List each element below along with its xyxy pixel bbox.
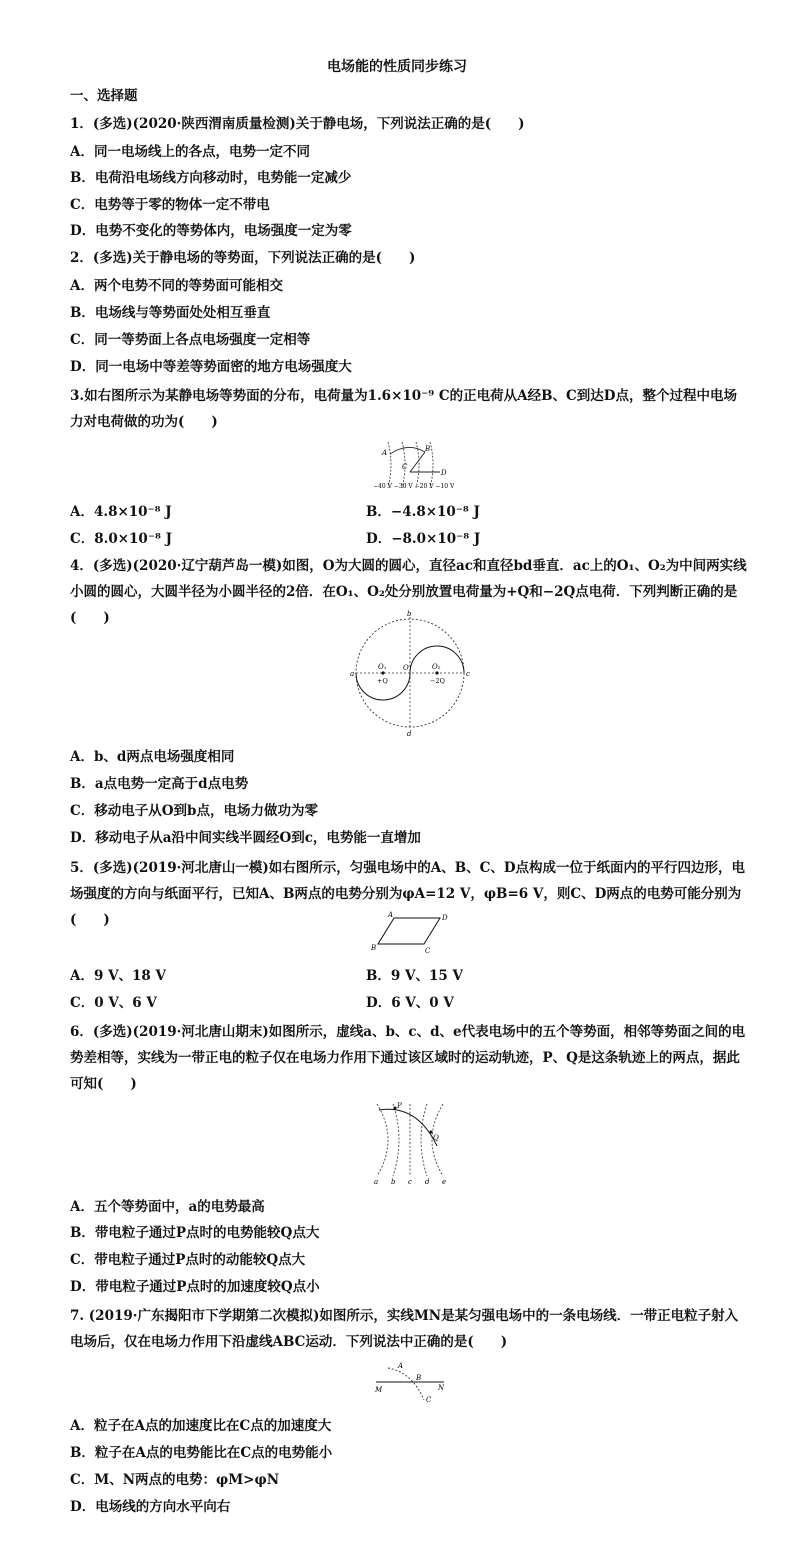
q4-label-a: a — [350, 670, 355, 678]
q3-stem: 3.如右图所示为某静电场等势面的分布，电荷量为1.6×10⁻⁹ C的正电荷从A经B、C到达D点，整个过程中电场力对电荷做的功为( ) — [70, 388, 737, 430]
q2-stem: 2．(多选)关于静电场的等势面，下列说法正确的是( ) — [70, 250, 416, 266]
q5-option-a: A．9 V、18 V — [70, 968, 167, 984]
q7-option-b: B．粒子在A点的电势能比在C点的电势能小 — [70, 1445, 333, 1461]
q4-label-o2: O₂ — [432, 663, 441, 671]
q4-option-b: B．a点电势一定高于d点电势 — [70, 776, 249, 792]
q7-label-c: C — [426, 1396, 432, 1404]
q4-label-o1: O₁ — [378, 663, 387, 671]
q6-option-c: C．带电粒子通过P点时的动能较Q点大 — [70, 1252, 306, 1268]
q3-label-c: C — [402, 463, 408, 471]
q4-stem: 4．(多选)(2020·辽宁葫芦岛一模)如图，O为大圆的圆心，直径ac和直径bd垂直．ac上的O₁、O₂为中间两实线小圆的圆心，大圆半径为小圆半径的2倍．在O₁、O₂处分别放置电荷量为+Q和−2Q点电荷．下列判断正确的是( ) — [70, 558, 747, 626]
q4-option-c: C．移动电子从O到b点，电场力做功为零 — [70, 803, 318, 819]
q3-option-b: B．−4.8×10⁻⁸ J — [366, 504, 480, 520]
q6-label-p: P — [397, 1102, 402, 1110]
q1-stem: 1．(多选)(2020·陕西渭南质量检测)关于静电场，下列说法正确的是( ) — [70, 116, 525, 132]
q1-option-b: B．电荷沿电场线方向移动时，电势能一定减少 — [70, 170, 352, 186]
q5-label-a: A — [388, 911, 394, 919]
page-title: 电场能的性质同步练习 — [327, 59, 467, 75]
q4-label-plus-q: +Q — [377, 677, 388, 685]
q7-label-n: N — [438, 1384, 445, 1392]
q1-option-d: D．电势不变化的等势体内，电场强度一定为零 — [70, 223, 352, 239]
q4-label-b: b — [407, 610, 412, 618]
q5-option-c: C．0 V、6 V — [70, 995, 157, 1011]
q7-figure — [372, 1358, 452, 1408]
q7-label-b: B — [416, 1374, 422, 1382]
q4-option-d: D．移动电子从a沿中间实线半圆经O到c，电势能一直增加 — [70, 830, 421, 846]
q1-option-a: A．同一电场线上的各点，电势一定不同 — [70, 144, 310, 160]
q6-label-d: d — [425, 1178, 430, 1186]
q3-option-a: A．4.8×10⁻⁸ J — [70, 504, 172, 520]
q5-option-b: B．9 V、15 V — [366, 968, 463, 984]
q4-figure — [345, 608, 475, 738]
q3-label-b: B — [425, 445, 431, 453]
section-heading: 一、选择题 — [70, 88, 138, 104]
q5-label-c: C — [425, 947, 431, 955]
q5-option-d: D．6 V、0 V — [366, 995, 454, 1011]
q5-label-b: B — [371, 944, 377, 952]
q6-label-a: a — [374, 1178, 379, 1186]
q3-potential-ticks: −40 V −30 V −20 V −10 V — [373, 483, 455, 490]
q7-label-a: A — [398, 1362, 404, 1370]
q4-label-d: d — [407, 730, 412, 738]
q4-label-minus-2q: −2Q — [430, 677, 445, 685]
q5-label-d: D — [442, 914, 448, 922]
q6-label-e: e — [442, 1178, 447, 1186]
q6-label-b: b — [391, 1178, 396, 1186]
q2-option-c: C．同一等势面上各点电场强度一定相等 — [70, 332, 311, 348]
q4-label-c: c — [466, 670, 470, 678]
q6-option-a: A．五个等势面中，a的电势最高 — [70, 1199, 265, 1215]
q7-option-a: A．粒子在A点的加速度比在C点的加速度大 — [70, 1418, 332, 1434]
q6-label-c: c — [408, 1178, 412, 1186]
q7-stem: 7. (2019·广东揭阳市下学期第二次模拟)如图所示，实线MN是某匀强电场中的一条电场线．一带正电粒子射入电场后，仅在电场力作用下沿虚线ABC运动．下列说法中正确的是( ) — [70, 1308, 739, 1350]
q6-stem: 6．(多选)(2019·河北唐山期末)如图所示，虚线a、b、c、d、e代表电场中的五个等势面，相邻等势面之间的电势差相等，实线为一带正电的粒子仅在电场力作用下通过该区域时的运动轨迹，P、Q是这条轨迹上的两点，据此可知( ) — [70, 1024, 746, 1092]
q7-label-m: M — [375, 1386, 383, 1394]
q6-option-b: B．带电粒子通过P点时的电势能较Q点大 — [70, 1225, 320, 1241]
q6-label-q: Q — [433, 1134, 439, 1142]
q4-option-a: A．b、d两点电场强度相同 — [70, 749, 235, 765]
q3-label-a: A — [382, 449, 388, 457]
q1-option-c: C．电势等于零的物体一定不带电 — [70, 197, 270, 213]
q2-option-d: D．同一电场中等差等势面密的地方电场强度大 — [70, 359, 352, 375]
q2-option-a: A．两个电势不同的等势面可能相交 — [70, 278, 283, 294]
q5-figure — [368, 908, 458, 958]
q5-stem: 5．(多选)(2019·河北唐山一模)如右图所示，匀强电场中的A、B、C、D点构成一位于纸面内的平行四边形，电场强度的方向与纸面平行，已知A、B两点的电势分别为φA=12 V，φB=6 V，则C、D两点的电势可能分别为( ) — [70, 860, 746, 928]
q2-option-b: B．电场线与等势面处处相互垂直 — [70, 305, 271, 321]
q7-option-c: C．M、N两点的电势：φM>φN — [70, 1472, 280, 1488]
q6-option-d: D．带电粒子通过P点时的加速度较Q点小 — [70, 1279, 320, 1295]
q3-option-c: C．8.0×10⁻⁸ J — [70, 531, 172, 547]
q3-label-d: D — [441, 469, 447, 477]
q7-option-d: D．电场线的方向水平向右 — [70, 1499, 231, 1515]
q3-figure — [370, 438, 470, 494]
q6-figure — [365, 1100, 460, 1186]
q3-option-d: D．−8.0×10⁻⁸ J — [366, 531, 481, 547]
q4-label-o: O — [403, 664, 409, 672]
